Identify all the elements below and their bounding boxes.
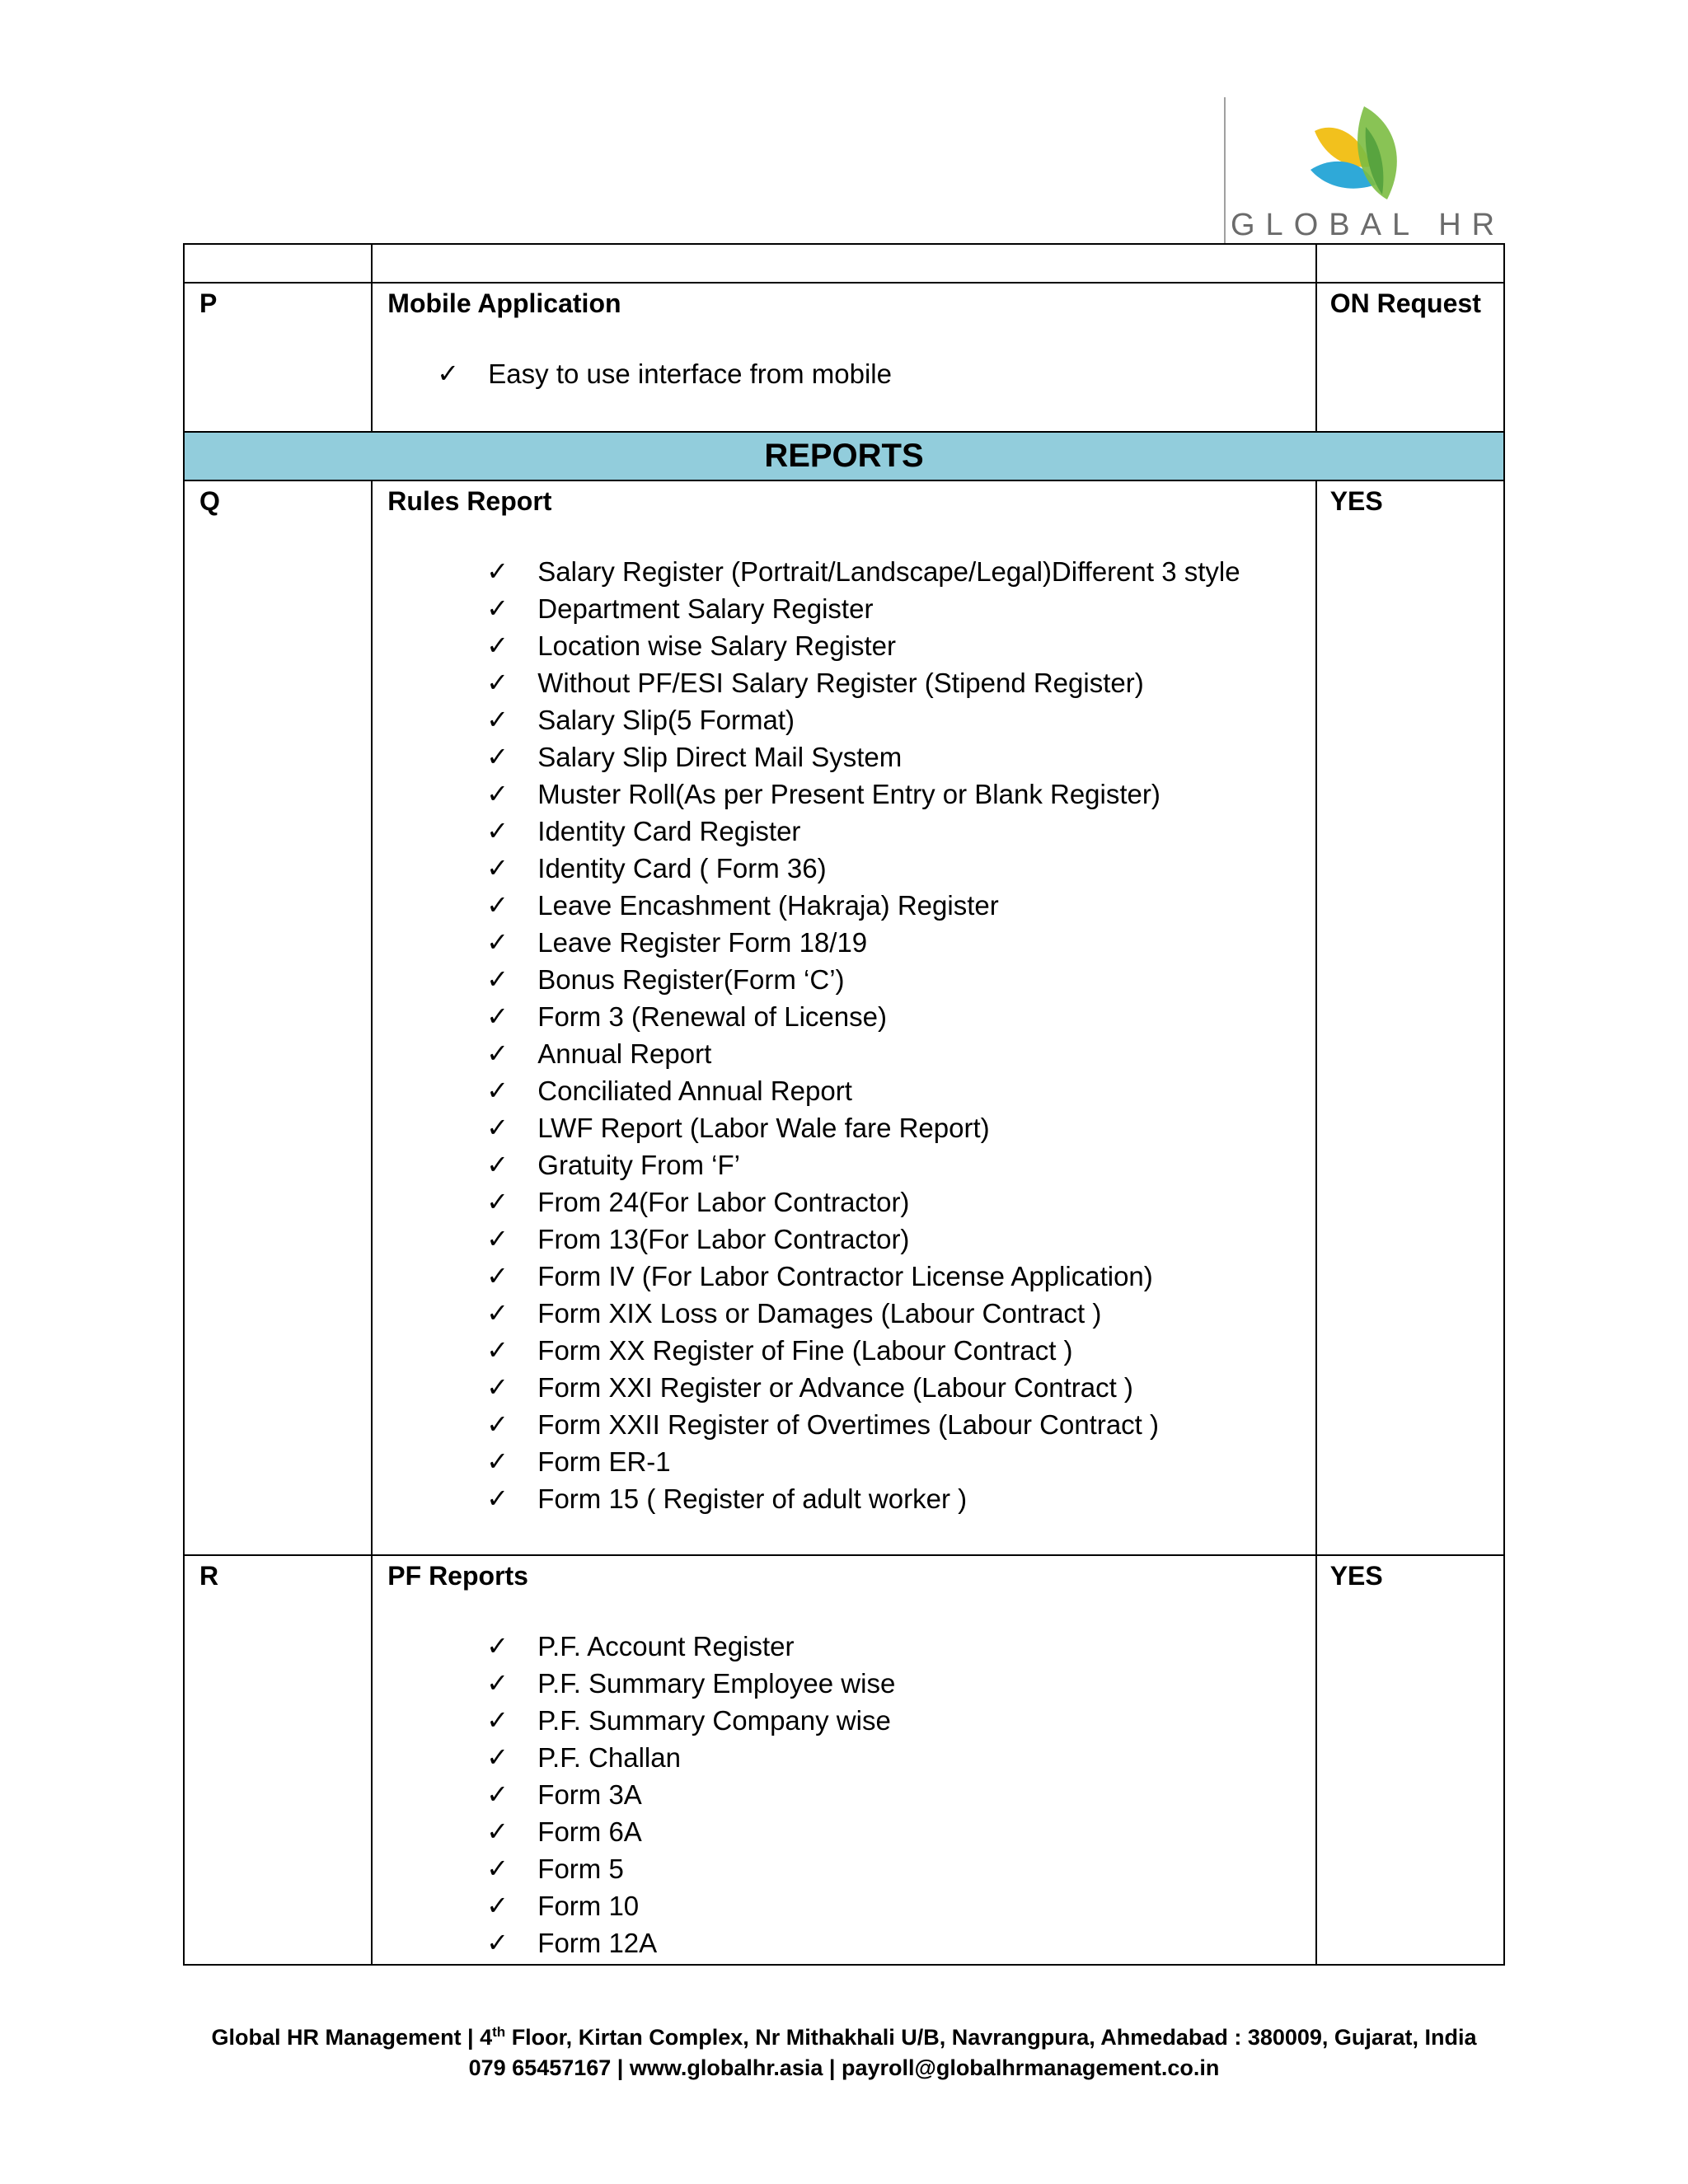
checkmark-icon: ✓ [486,1928,509,1957]
list-item: ✓ Form 5 [537,1850,1315,1887]
features-table [183,243,1505,1966]
checkmark-icon: ✓ [486,1891,509,1920]
checkmark-icon: ✓ [486,1409,509,1439]
row-letter: P [184,283,372,432]
row-status: YES [1316,480,1504,1555]
company-logo [1224,97,1506,246]
checkmark-icon: ✓ [486,1668,509,1698]
checkmark-icon: ✓ [486,1038,509,1068]
list-item: ✓ From 13(For Labor Contractor) [537,1221,1315,1258]
checkmark-icon: ✓ [486,1187,509,1216]
list-item: ✓ Department Salary Register [537,590,1315,627]
checkmark-icon: ✓ [486,593,509,623]
list-item: ✓ Form 3A [537,1776,1315,1813]
footer-contact: 079 65457167 | www.globalhr.asia | payroll@globalhrmanagement.co.in [468,2055,1220,2080]
list-item: ✓ Identity Card Register [537,813,1315,850]
checkmark-icon: ✓ [486,927,509,957]
checkmark-icon: ✓ [486,1335,509,1365]
checkmark-icon: ✓ [486,1483,509,1513]
row-status: YES [1316,1555,1504,1965]
section-header-row [184,432,1504,480]
checkmark-icon: ✓ [486,668,509,697]
list-item: ✓ Form 12A [537,1924,1315,1961]
list-item: ✓ Form ER-1 [537,1443,1315,1480]
check-list [373,553,1315,1517]
list-item: ✓ P.F. Summary Company wise [537,1702,1315,1739]
row-title: Rules Report [387,486,552,516]
table-blank-row [184,244,1504,283]
list-item: ✓ Form 3 (Renewal of License) [537,998,1315,1035]
row-letter: Q [184,480,372,1555]
row-title: PF Reports [387,1561,528,1591]
logo-text: GLOBAL HR [1231,208,1506,242]
list-item: ✓ Without PF/ESI Salary Register (Stipend Register) [537,664,1315,701]
check-list [373,355,1315,392]
checkmark-icon: ✓ [486,1001,509,1031]
list-item: ✓ Form XIX Loss or Damages (Labour Contract ) [537,1295,1315,1332]
list-item: ✓ Leave Register Form 18/19 [537,924,1315,961]
table-row [184,1555,1504,1965]
list-item: ✓ Bonus Register(Form ‘C’) [537,961,1315,998]
row-content [372,1555,1315,1965]
list-item: ✓ Form 6A [537,1813,1315,1850]
list-item: ✓ Conciliated Annual Report [537,1072,1315,1109]
list-item: ✓ Form IV (For Labor Contractor License Application) [537,1258,1315,1295]
checkmark-icon: ✓ [486,1372,509,1402]
checkmark-icon: ✓ [486,1779,509,1809]
list-item: ✓ P.F. Account Register [537,1628,1315,1665]
list-item: ✓ Form XX Register of Fine (Labour Contract ) [537,1332,1315,1369]
logo-divider [1224,97,1226,244]
checkmark-icon: ✓ [486,1446,509,1476]
checkmark-icon: ✓ [486,630,509,660]
list-item: ✓ P.F. Summary Employee wise [537,1665,1315,1702]
list-item: ✓ Identity Card ( Form 36) [537,850,1315,887]
checkmark-icon: ✓ [486,556,509,586]
row-title: Mobile Application [387,288,621,318]
leaves-logo-icon [1306,102,1414,205]
row-letter: R [184,1555,372,1965]
checkmark-icon: ✓ [486,1224,509,1254]
section-header: REPORTS [184,432,1504,480]
checkmark-icon: ✓ [486,816,509,846]
list-item: ✓ From 24(For Labor Contractor) [537,1183,1315,1221]
checkmark-icon: ✓ [486,1076,509,1105]
list-item: ✓ Muster Roll(As per Present Entry or Blank Register) [537,776,1315,813]
list-item: ✓ Form XXI Register or Advance (Labour Contract ) [537,1369,1315,1406]
list-item: ✓ Salary Slip Direct Mail System [537,738,1315,776]
table-row [184,480,1504,1555]
checkmark-icon: ✓ [486,1742,509,1772]
check-list [373,1628,1315,1961]
list-item: ✓ Form 10 [537,1887,1315,1924]
checkmark-icon: ✓ [486,1298,509,1328]
row-content [372,283,1315,432]
checkmark-icon: ✓ [486,1150,509,1179]
list-item: ✓ Gratuity From ‘F’ [537,1146,1315,1183]
row-status: ON Request [1316,283,1504,432]
checkmark-icon: ✓ [486,890,509,920]
list-item: ✓ Easy to use interface from mobile [488,355,1315,392]
checkmark-icon: ✓ [486,1261,509,1291]
list-item: ✓ Salary Slip(5 Format) [537,701,1315,738]
list-item: ✓ Salary Register (Portrait/Landscape/Legal)Different 3 style [537,553,1315,590]
list-item: ✓ Annual Report [537,1035,1315,1072]
checkmark-icon: ✓ [437,359,460,388]
checkmark-icon: ✓ [486,779,509,808]
list-item: ✓ Leave Encashment (Hakraja) Register [537,887,1315,924]
checkmark-icon: ✓ [486,1113,509,1142]
list-item: ✓ P.F. Challan [537,1739,1315,1776]
checkmark-icon: ✓ [486,853,509,883]
checkmark-icon: ✓ [486,1631,509,1661]
checkmark-icon: ✓ [486,742,509,771]
list-item: ✓ LWF Report (Labor Wale fare Report) [537,1109,1315,1146]
list-item: ✓ Location wise Salary Register [537,627,1315,664]
table-row [184,283,1504,432]
checkmark-icon: ✓ [486,1854,509,1883]
list-item: ✓ Form XXII Register of Overtimes (Labour Contract ) [537,1406,1315,1443]
list-item: ✓ Form 15 ( Register of adult worker ) [537,1480,1315,1517]
checkmark-icon: ✓ [486,1705,509,1735]
checkmark-icon: ✓ [486,1816,509,1846]
row-content [372,480,1315,1555]
footer-address: Global HR Management | 4th Floor, Kirtan Complex, Nr Mithakhali U/B, Navrangpura, Ahmedabad : 380009, Gujarat, India [211,2024,1477,2050]
checkmark-icon: ✓ [486,964,509,994]
checkmark-icon: ✓ [486,705,509,734]
